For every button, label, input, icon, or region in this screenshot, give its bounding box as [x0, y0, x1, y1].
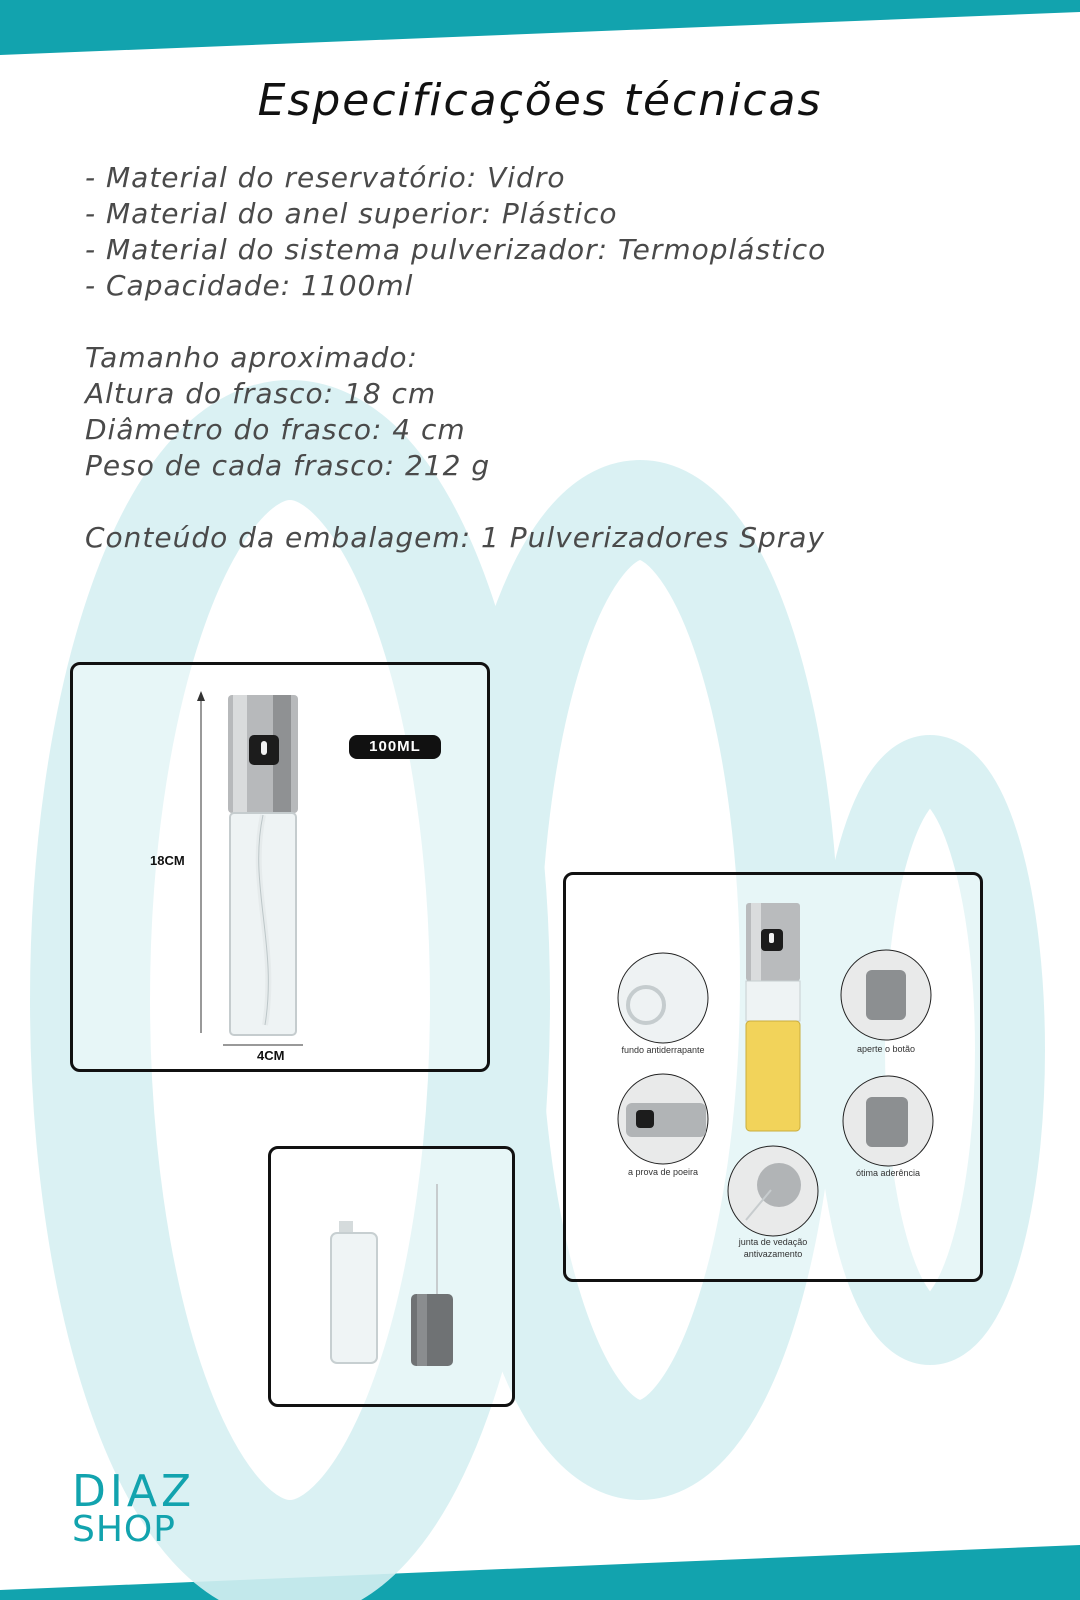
dimensions-image: [70, 662, 490, 1072]
spec-capacity: - Capacidade: 1100ml: [85, 269, 414, 302]
features-image: [563, 872, 983, 1282]
spec-ring-material: - Material do anel superior: Plástico: [85, 197, 618, 230]
size-height: Altura do frasco: 18 cm: [85, 377, 437, 410]
size-diameter: Diâmetro do frasco: 4 cm: [85, 413, 466, 446]
brand-logo: [72, 1466, 196, 1550]
caption-seal: junta de vedação: [738, 1237, 808, 1247]
caption-grip: ótima aderência: [855, 1168, 921, 1178]
bottle-illustration: [73, 665, 487, 1069]
spec-list: [85, 160, 826, 556]
bottle-parts-illustration: [271, 1149, 512, 1404]
size-heading: Tamanho aproximado:: [85, 341, 418, 374]
caption-press-button: aperte o botão: [856, 1044, 916, 1054]
parts-image: [268, 1146, 515, 1407]
spec-reservoir-material: - Material do reservatório: Vidro: [85, 161, 566, 194]
height-label: 18CM: [150, 853, 185, 868]
caption-anti-leak: antivazamento: [743, 1249, 803, 1259]
caption-non-slip: fundo antiderrapante: [621, 1045, 705, 1055]
capacity-badge: 100ML: [349, 735, 441, 759]
features-illustration: [566, 875, 980, 1279]
spec-sprayer-material: - Material do sistema pulverizador: Termoplástico: [85, 233, 827, 266]
size-weight: Peso de cada frasco: 212 g: [85, 449, 491, 482]
caption-dust-proof: a prova de poeira: [627, 1167, 699, 1177]
page-title: Especificações técnicas: [257, 75, 823, 126]
width-label: 4CM: [257, 1048, 285, 1063]
logo-line-2: SHOP: [72, 1509, 176, 1550]
logo-line-1: DIAZ: [72, 1466, 196, 1517]
package-contents: Conteúdo da embalagem: 1 Pulverizadores Spray: [85, 521, 825, 554]
